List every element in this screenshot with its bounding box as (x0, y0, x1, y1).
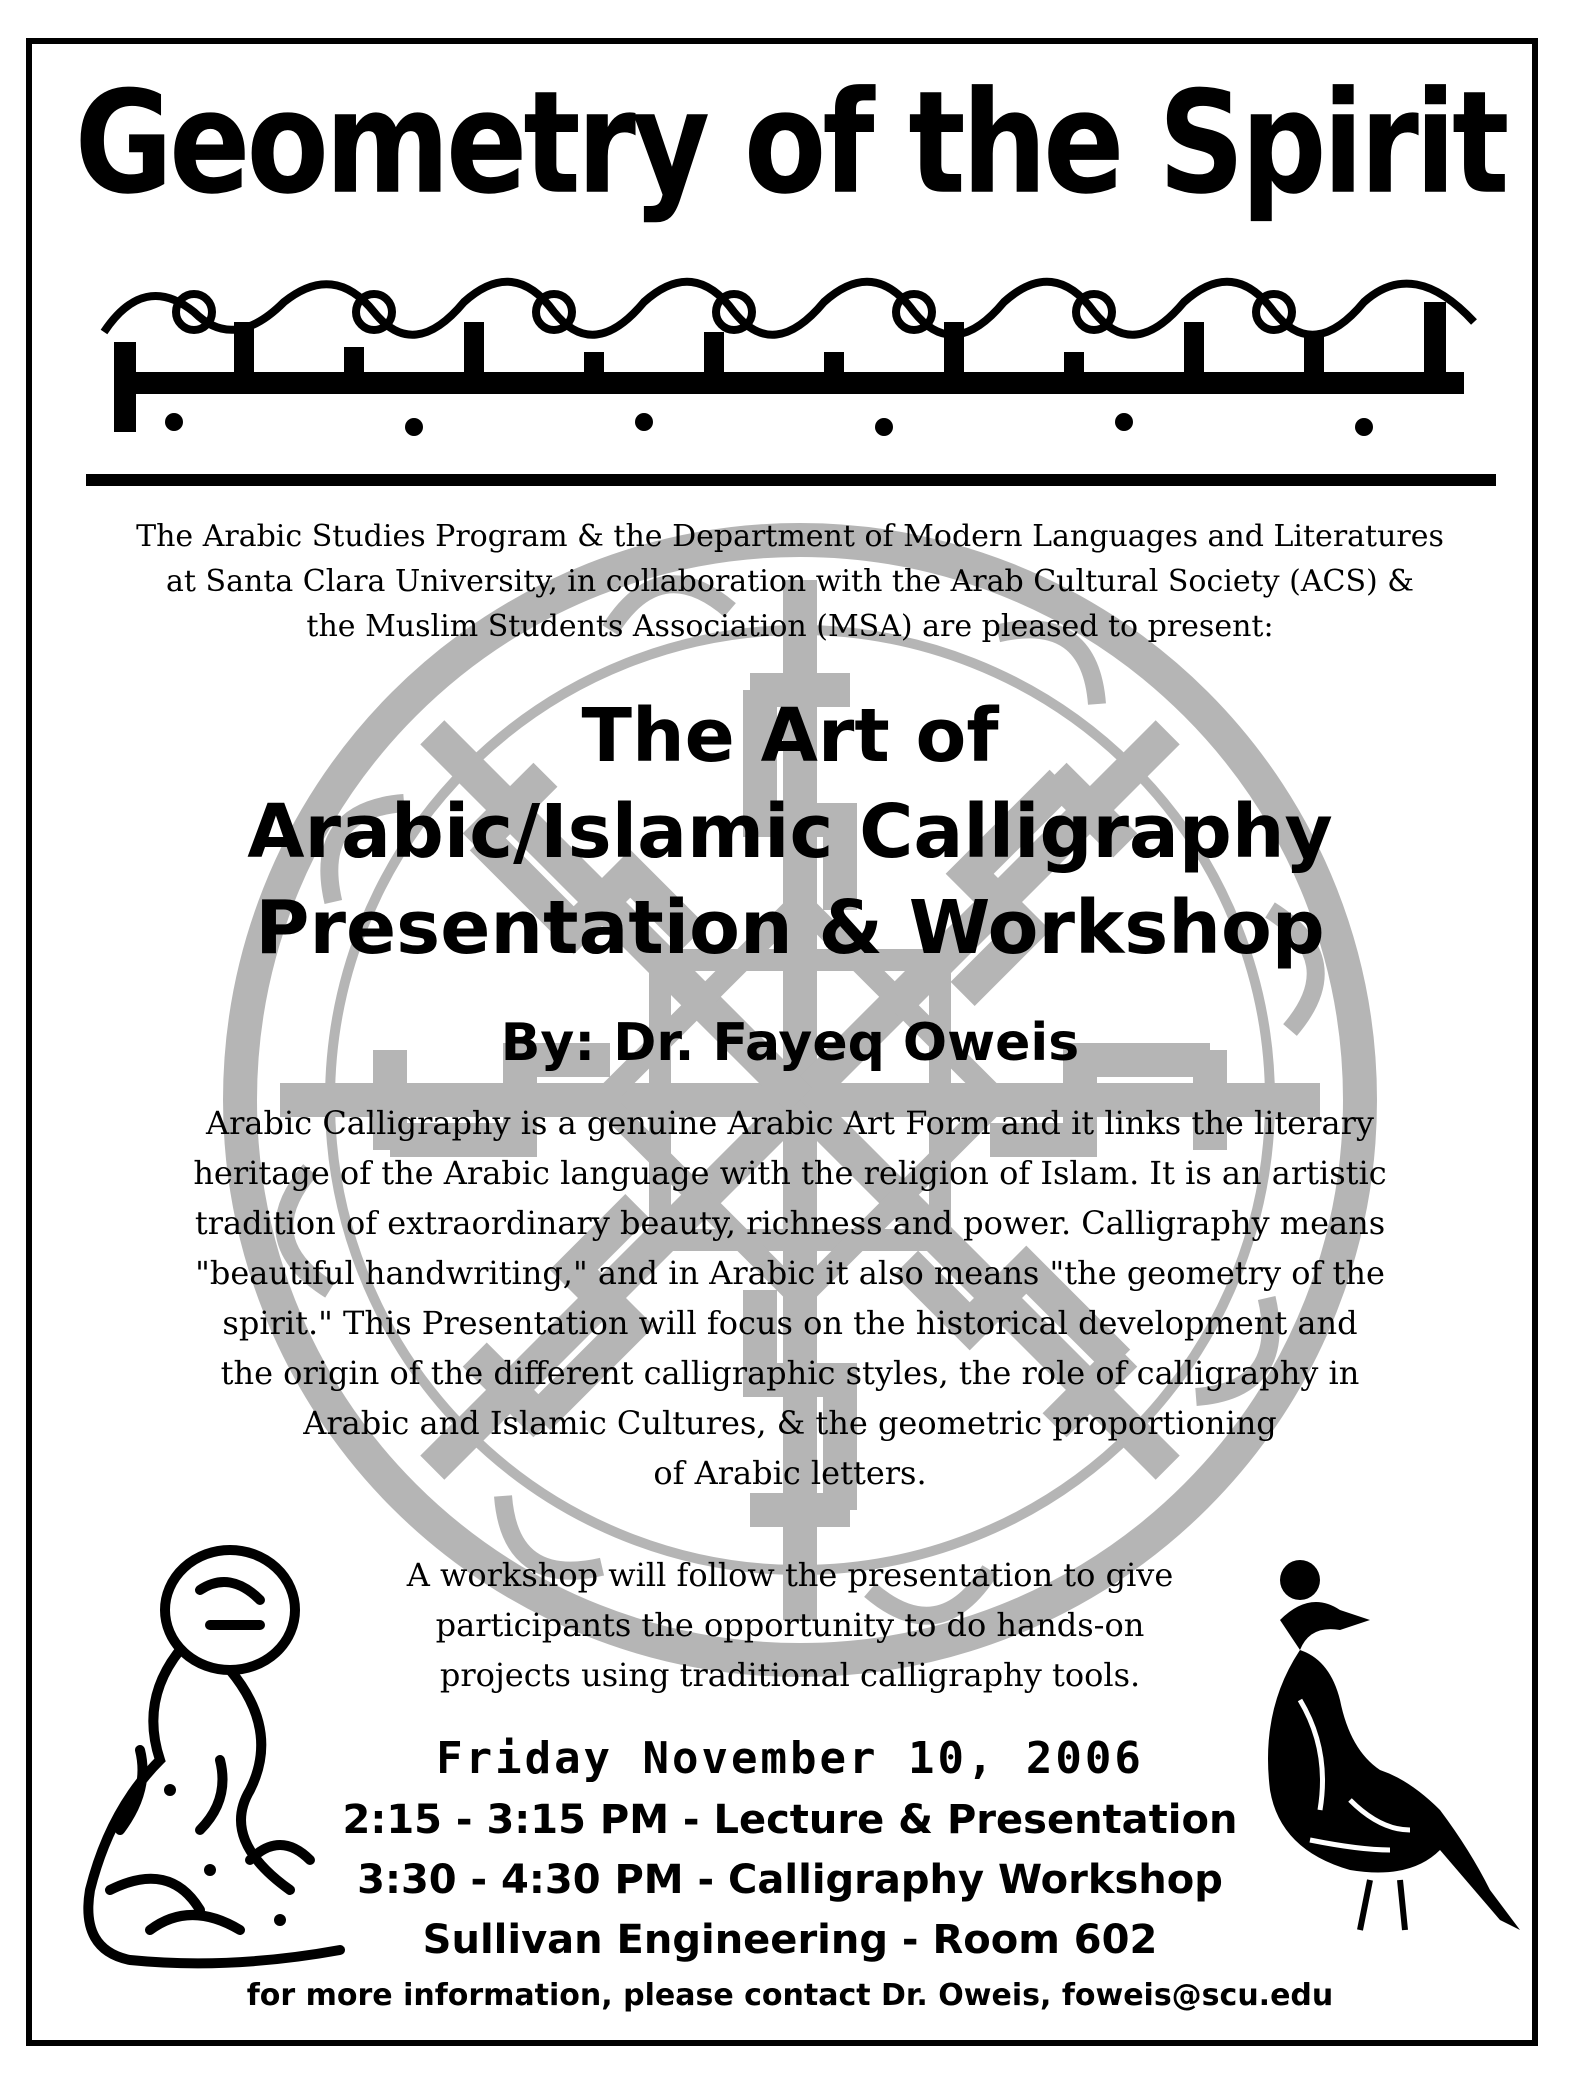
workshop-line: A workshop will follow the presentation to give (406, 1556, 1174, 1594)
event-title (40, 688, 1540, 976)
event-title-line: Presentation & Workshop (255, 885, 1325, 971)
workshop-text (40, 1550, 1540, 1700)
intro-text (40, 514, 1540, 649)
event-date: Friday November 10, 2006 (436, 1733, 1144, 1784)
event-location: Sullivan Engineering - Room 602 (422, 1917, 1158, 1963)
intro-line: The Arabic Studies Program & the Department of Modern Languages and Literatures (136, 519, 1444, 554)
workshop-line: projects using traditional calligraphy tools. (439, 1656, 1141, 1694)
session-workshop: 3:30 - 4:30 PM - Calligraphy Workshop (357, 1857, 1223, 1903)
event-title-line: Arabic/Islamic Calligraphy (247, 789, 1333, 875)
description-line: Arabic and Islamic Cultures, & the geometric proportioning (303, 1404, 1277, 1442)
workshop-line: participants the opportunity to do hands-on (435, 1606, 1145, 1644)
description-line: heritage of the Arabic language with the religion of Islam. It is an artistic (193, 1154, 1387, 1192)
description-line: of Arabic letters. (653, 1454, 927, 1492)
arabic-calligraphy-banner (84, 262, 1494, 462)
description-line: the origin of the different calligraphic styles, the role of calligraphy in (220, 1354, 1360, 1392)
presenter-name: By: Dr. Fayeq Oweis (500, 1013, 1080, 1073)
event-title-line: The Art of (581, 693, 999, 779)
description-line: "beautiful handwriting," and in Arabic it also means "the geometry of the (195, 1254, 1385, 1292)
contact-info: for more information, please contact Dr. Oweis, foweis@scu.edu (246, 1978, 1334, 2013)
description-line: tradition of extraordinary beauty, richness and power. Calligraphy means (194, 1204, 1386, 1242)
session-lecture: 2:15 - 3:15 PM - Lecture & Presentation (342, 1797, 1238, 1843)
main-title: Geometry of the Spirit (74, 61, 1506, 226)
description-text (40, 1098, 1540, 1498)
event-details (40, 1728, 1540, 2022)
intro-line: at Santa Clara University, in collaboration with the Arab Cultural Society (ACS) & (166, 564, 1414, 599)
description-line: Arabic Calligraphy is a genuine Arabic Art Form and it links the literary (206, 1104, 1374, 1142)
intro-line: the Muslim Students Association (MSA) are pleased to present: (306, 609, 1274, 644)
description-line: spirit." This Presentation will focus on the historical development and (222, 1304, 1358, 1342)
title-divider (86, 474, 1496, 486)
